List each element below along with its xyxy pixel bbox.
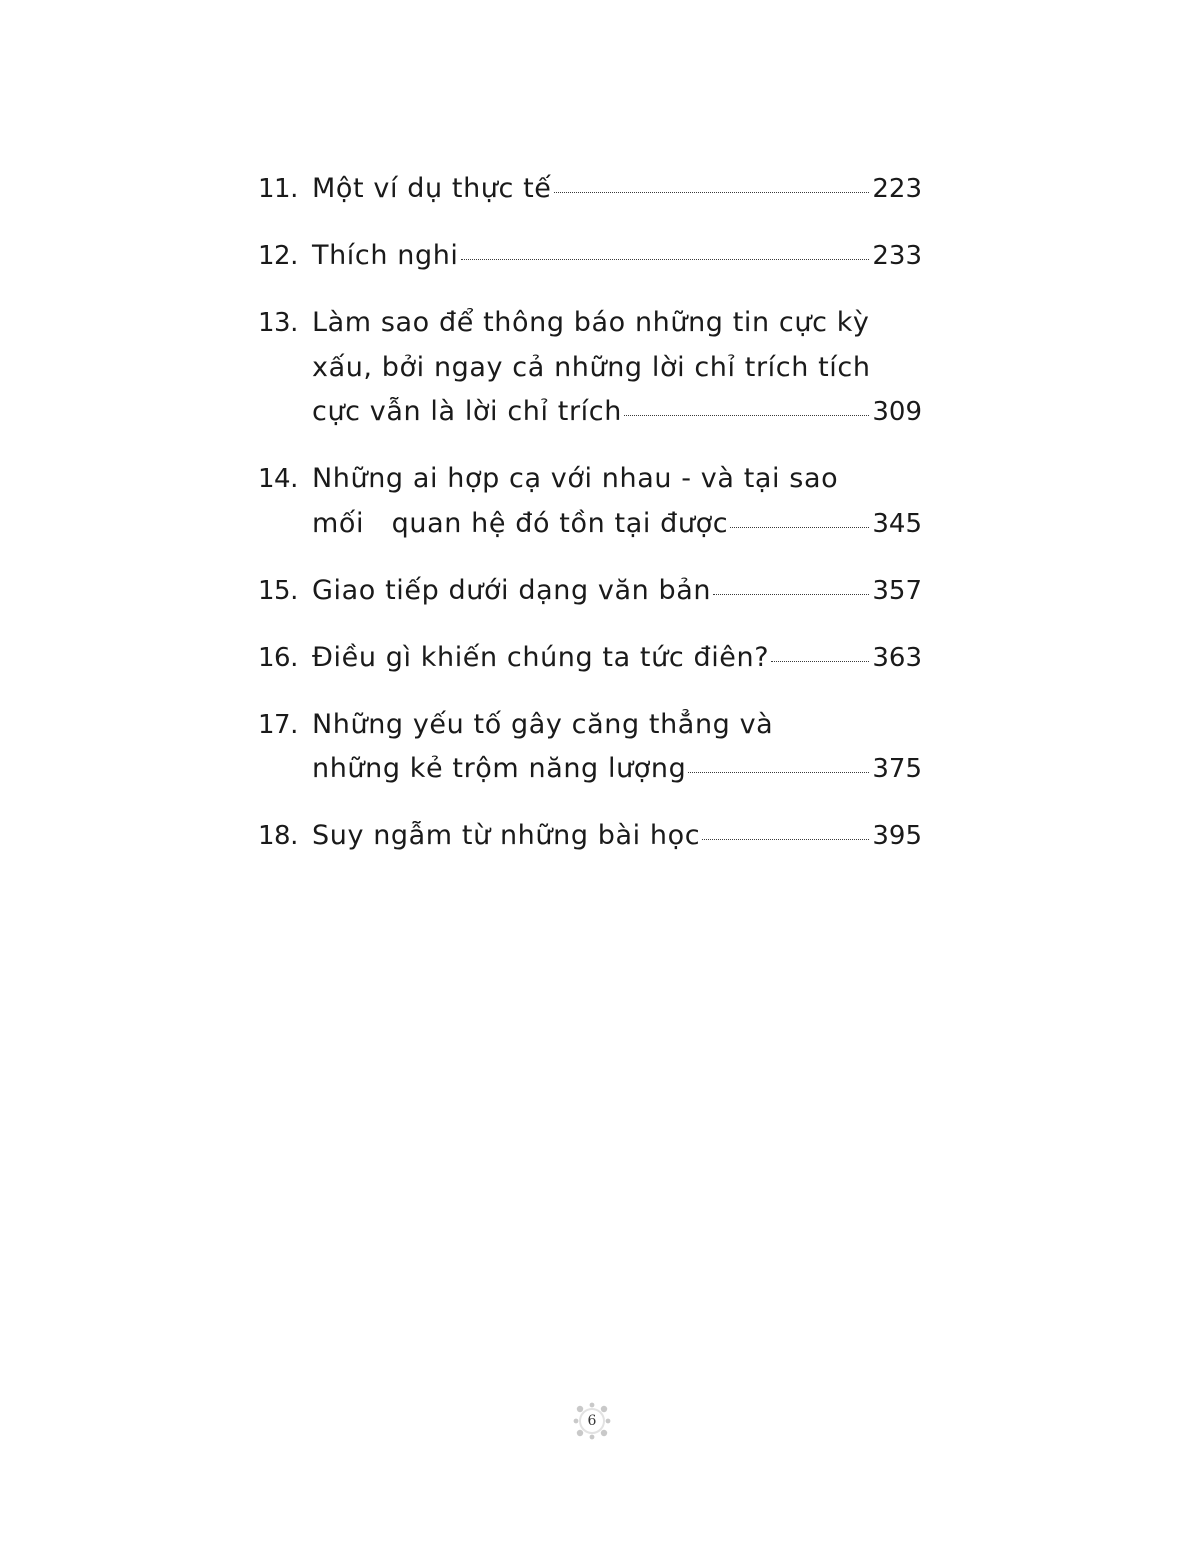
toc-entry[interactable] — [258, 301, 922, 435]
entry-page-number: 233 — [872, 241, 922, 271]
entry-number: 14. — [258, 464, 298, 494]
entry-body — [312, 234, 922, 279]
page-number: 6 — [587, 1413, 597, 1429]
entry-title-line: Những ai hợp cạ với nhau - và tại sao — [312, 463, 839, 494]
entry-body — [312, 636, 922, 681]
toc-entry[interactable] — [258, 703, 922, 792]
entry-title-line: Giao tiếp dưới dạng văn bản — [312, 574, 712, 606]
entry-last-line — [312, 502, 922, 547]
dot-leader — [554, 192, 870, 193]
page-folio — [572, 1401, 612, 1441]
entry-title-line: mối quan hệ đó tồn tại được — [312, 507, 729, 539]
entry-last-line — [312, 814, 922, 859]
entry-number: 11. — [258, 174, 298, 204]
entry-title-line: Một ví dụ thực tế — [312, 173, 552, 204]
toc-entry[interactable] — [258, 569, 922, 614]
entry-body — [312, 167, 922, 212]
entry-last-line — [312, 234, 922, 279]
entry-number: 13. — [258, 308, 298, 338]
entry-last-line — [312, 569, 922, 614]
entry-title-line: những kẻ trộm năng lượng — [312, 753, 687, 784]
entry-last-line — [312, 747, 922, 792]
dot-leader — [461, 259, 870, 260]
entry-title-line: Điều gì khiến chúng ta tức điên? — [312, 641, 770, 673]
entry-title-line: xấu, bởi ngay cả những lời chỉ trích tích — [312, 351, 871, 383]
entry-page-number: 375 — [872, 754, 922, 784]
table-of-contents — [258, 167, 922, 881]
entry-page-number: 357 — [872, 575, 922, 606]
entry-title-line: Thích nghi — [312, 240, 459, 271]
entry-title-line: Suy ngẫm từ những bài học — [312, 820, 701, 851]
entry-page-number: 309 — [872, 397, 922, 427]
entry-page-number: 363 — [872, 642, 922, 673]
entry-body — [312, 814, 922, 859]
toc-entry[interactable] — [258, 814, 922, 859]
toc-entry[interactable] — [258, 457, 922, 546]
entry-title-line: Những yếu tố gây căng thẳng và — [312, 708, 774, 740]
dot-leader — [624, 415, 869, 416]
toc-entry[interactable] — [258, 167, 922, 212]
dot-leader — [688, 772, 869, 773]
dot-leader — [713, 594, 869, 595]
entry-body — [312, 457, 922, 546]
toc-entry[interactable] — [258, 234, 922, 279]
entry-body — [312, 301, 922, 435]
entry-number: 15. — [258, 575, 298, 606]
entry-page-number: 345 — [872, 508, 922, 539]
entry-last-line — [312, 167, 922, 212]
entry-title-line: cực vẫn là lời chỉ trích — [312, 396, 622, 427]
toc-entry[interactable] — [258, 636, 922, 681]
entry-number: 16. — [258, 642, 298, 673]
entry-number: 12. — [258, 241, 298, 271]
dot-leader — [702, 839, 869, 840]
entry-body — [312, 703, 922, 792]
dot-leader — [730, 527, 869, 528]
entry-page-number: 223 — [872, 174, 922, 204]
entry-last-line — [312, 636, 922, 681]
entry-title-line: Làm sao để thông báo những tin cực kỳ — [312, 307, 870, 338]
entry-number: 18. — [258, 821, 298, 851]
entry-number: 17. — [258, 709, 298, 740]
entry-last-line — [312, 390, 922, 435]
entry-page-number: 395 — [872, 821, 922, 851]
dot-leader — [771, 661, 869, 662]
entry-body — [312, 569, 922, 614]
